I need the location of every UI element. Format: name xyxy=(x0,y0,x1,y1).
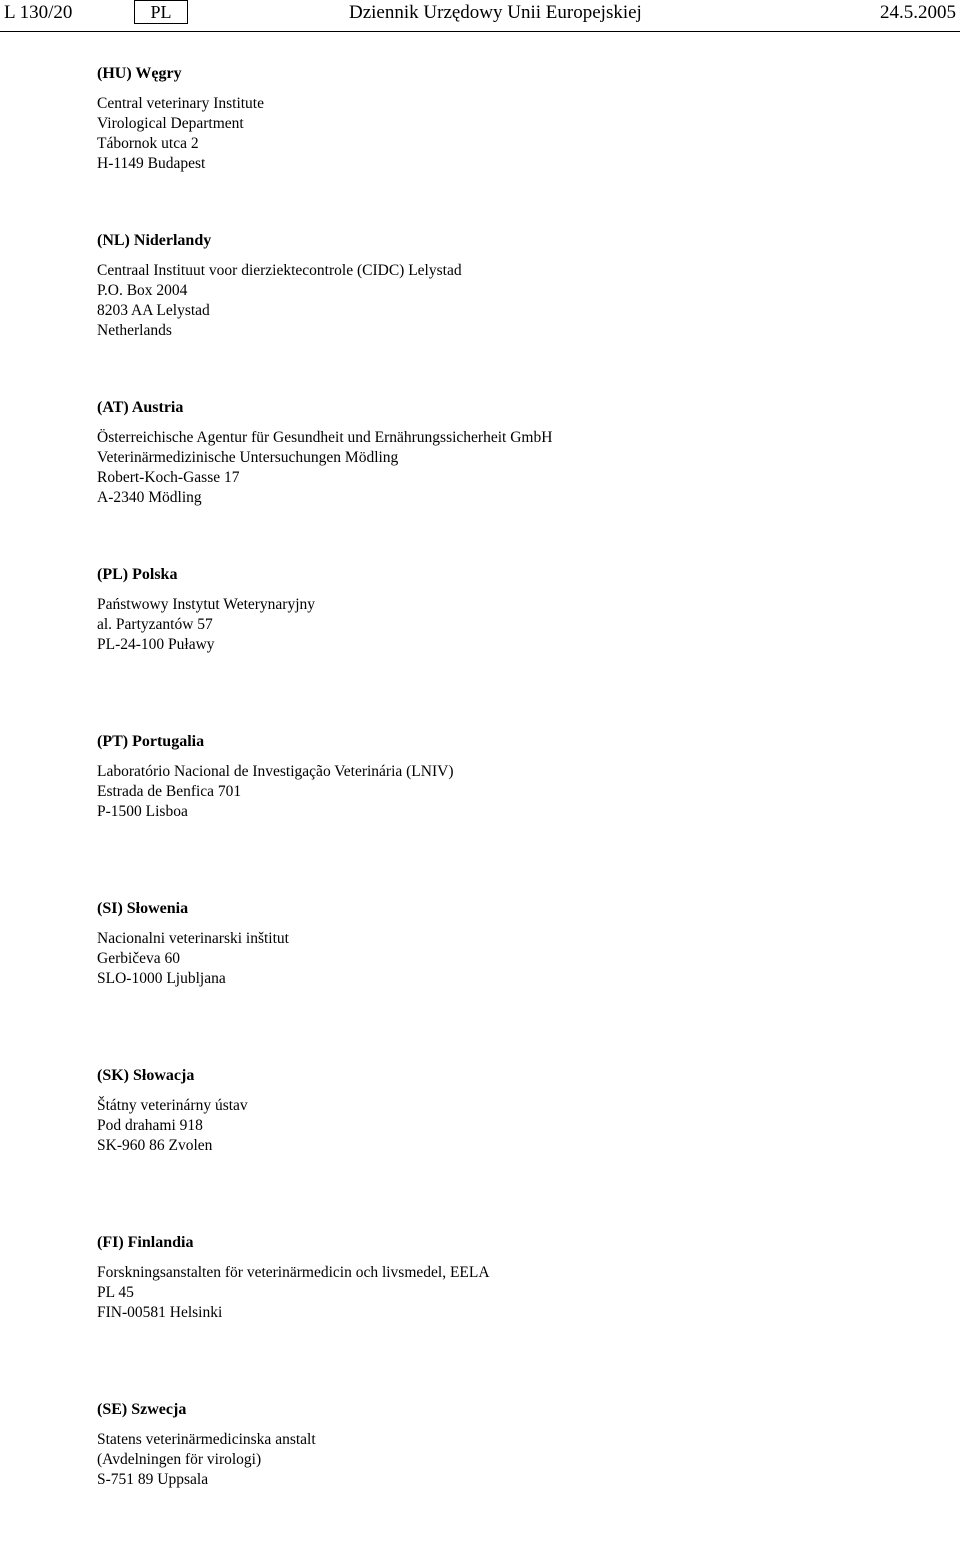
address-line: Štátny veterinárny ústav xyxy=(97,1097,248,1114)
address-line: Państwowy Instytut Weterynaryjny xyxy=(97,596,316,613)
address-line: al. Partyzantów 57 xyxy=(97,616,213,633)
section-hu xyxy=(97,64,877,231)
address-line: Österreichische Agentur für Gesundheit und Ernährungssicherheit GmbH xyxy=(97,429,553,446)
address-line: H-1149 Budapest xyxy=(97,155,206,172)
address-line: Laboratório Nacional de Investigação Veterinária (LNIV) xyxy=(97,763,454,780)
page-header xyxy=(0,0,960,32)
section-heading: (NL) Niderlandy xyxy=(97,232,212,249)
publication-date: 24.5.2005 xyxy=(880,2,956,23)
address-line: PL 45 xyxy=(97,1284,134,1301)
section-heading: (PT) Portugalia xyxy=(97,733,205,750)
address-line: FIN-00581 Helsinki xyxy=(97,1304,223,1321)
address-line: Pod drahami 918 xyxy=(97,1117,203,1134)
address-line: (Avdelningen för virologi) xyxy=(97,1451,262,1468)
address-line: Netherlands xyxy=(97,322,172,339)
address-line: SK-960 86 Zvolen xyxy=(97,1137,213,1154)
section-at xyxy=(97,398,877,565)
address-line: Robert-Koch-Gasse 17 xyxy=(97,469,240,486)
language-badge: PL xyxy=(134,0,188,24)
page-reference: L 130/20 xyxy=(4,2,73,23)
address-line: A-2340 Mödling xyxy=(97,489,202,506)
section-si xyxy=(97,899,877,1066)
address-line: Veterinärmedizinische Untersuchungen Mödling xyxy=(97,449,399,466)
address-line: Statens veterinärmedicinska anstalt xyxy=(97,1431,316,1448)
address-line: PL-24-100 Puławy xyxy=(97,636,215,653)
section-sk xyxy=(97,1066,877,1233)
address-line: Central veterinary Institute xyxy=(97,95,264,112)
section-heading: (FI) Finlandia xyxy=(97,1234,194,1251)
address-line: 8203 AA Lelystad xyxy=(97,302,210,319)
address-line: Gerbičeva 60 xyxy=(97,950,181,967)
address-line: P.O. Box 2004 xyxy=(97,282,188,299)
address-line: SLO-1000 Ljubljana xyxy=(97,970,226,987)
address-line: Virological Department xyxy=(97,115,244,132)
section-heading: (SE) Szwecja xyxy=(97,1401,187,1418)
section-heading: (SK) Słowacja xyxy=(97,1067,195,1084)
section-fi xyxy=(97,1233,877,1400)
header-divider xyxy=(0,31,960,32)
address-line: Centraal Instituut voor dierziektecontrole (CIDC) Lelystad xyxy=(97,262,462,279)
address-line: P-1500 Lisboa xyxy=(97,803,188,820)
address-line: Tábornok utca 2 xyxy=(97,135,199,152)
section-pt xyxy=(97,732,877,899)
document-body xyxy=(97,64,877,1567)
section-pl xyxy=(97,565,877,732)
address-line: S-751 89 Uppsala xyxy=(97,1471,209,1488)
section-nl xyxy=(97,231,877,398)
section-heading: (PL) Polska xyxy=(97,566,178,583)
section-heading: (AT) Austria xyxy=(97,399,184,416)
section-se xyxy=(97,1400,877,1567)
address-line: Forskningsanstalten för veterinärmedicin och livsmedel, EELA xyxy=(97,1264,490,1281)
section-heading: (HU) Węgry xyxy=(97,65,182,82)
address-line: Estrada de Benfica 701 xyxy=(97,783,242,800)
section-heading: (SI) Słowenia xyxy=(97,900,189,917)
journal-title: Dziennik Urzędowy Unii Europejskiej xyxy=(349,2,642,23)
address-line: Nacionalni veterinarski inštitut xyxy=(97,930,289,947)
